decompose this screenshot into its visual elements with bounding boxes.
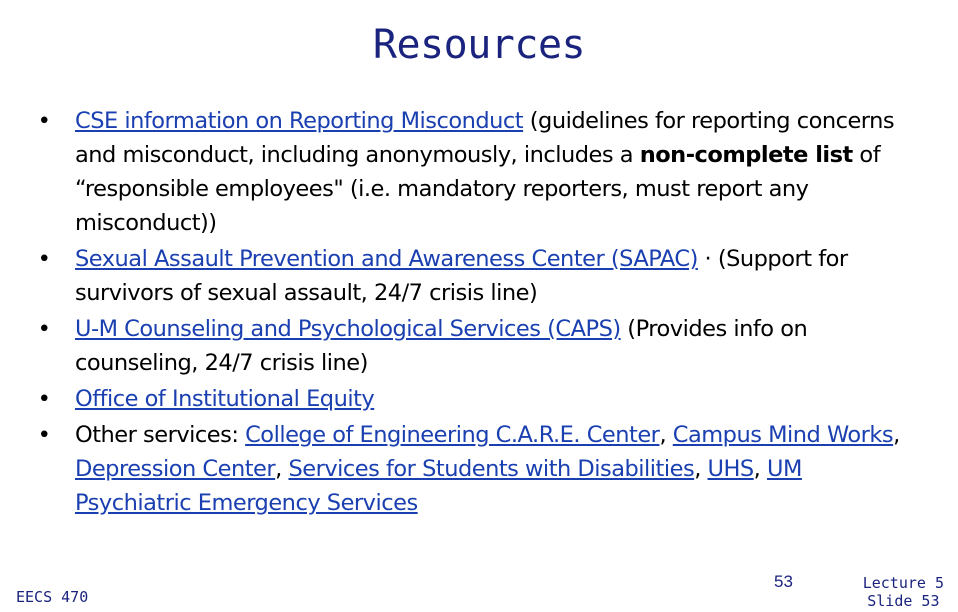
link-separator: ,	[753, 456, 767, 482]
bullet-point: •	[37, 316, 51, 342]
list-item	[34, 242, 924, 310]
link-separator: ,	[893, 422, 900, 448]
footer-slide-label: Slide 53	[867, 592, 940, 610]
link-ssd[interactable]: Services for Students with Disabilities	[288, 456, 695, 482]
link-separator: ,	[275, 456, 289, 482]
link-separator: ,	[694, 456, 708, 482]
item-description: (guidelines for reporting concerns and misconduct, including anonymously, includes a	[75, 108, 895, 168]
link-care-center[interactable]: College of Engineering C.A.R.E. Center	[245, 422, 660, 448]
link-campus-mind-works[interactable]: Campus Mind Works	[672, 422, 894, 448]
list-item	[34, 382, 924, 416]
bullet-point: •	[37, 386, 51, 412]
item-prefix: Other services:	[75, 422, 246, 448]
slide-title: Resources	[372, 22, 586, 68]
footer-course: EECS 470	[16, 588, 89, 606]
list-item	[34, 312, 924, 380]
link-office-institutional-equity[interactable]: Office of Institutional Equity	[75, 386, 375, 412]
list-item	[34, 104, 924, 240]
item-bold-text: non-complete list	[639, 142, 853, 168]
link-psychiatric-emergency[interactable]: UM Psychiatric Emergency Services	[75, 456, 802, 516]
bullet-point: •	[37, 246, 51, 272]
item-description: · (Support for survivors of sexual assault, 24/7 crisis line)	[75, 246, 848, 306]
resource-list	[34, 104, 924, 522]
footer-page-number: 53	[774, 572, 793, 591]
footer-lecture: Lecture 5	[862, 574, 944, 592]
link-uhs[interactable]: UHS	[707, 456, 754, 482]
link-depression-center[interactable]: Depression Center	[75, 456, 276, 482]
item-description: (Provides info on counseling, 24/7 crisis line)	[75, 316, 808, 376]
list-item	[34, 418, 924, 520]
link-sapac[interactable]: Sexual Assault Prevention and Awareness Center (SAPAC)	[75, 246, 698, 272]
link-separator: ,	[659, 422, 673, 448]
bullet-point: •	[37, 108, 51, 134]
link-cse-reporting-misconduct[interactable]: CSE information on Reporting Misconduct	[75, 108, 524, 134]
link-caps[interactable]: U-M Counseling and Psychological Services (CAPS)	[75, 316, 621, 342]
item-description: of “responsible employees" (i.e. mandatory reporters, must report any misconduct))	[75, 142, 881, 236]
bullet-point: •	[37, 422, 51, 448]
footer-slide-info	[863, 574, 944, 610]
